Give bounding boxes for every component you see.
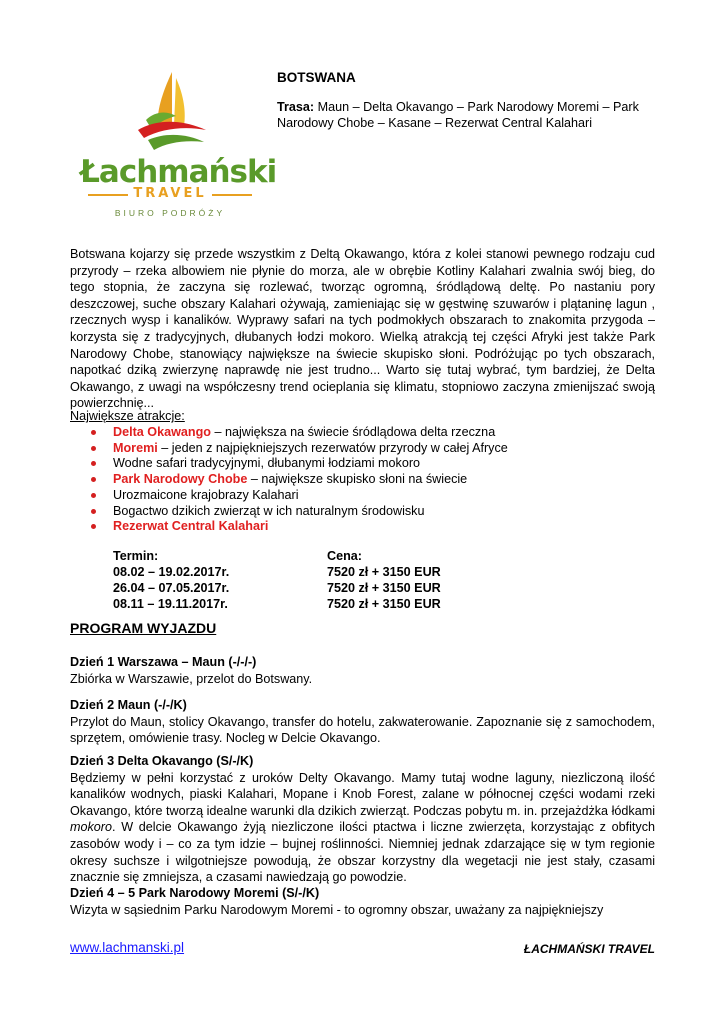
attraction-highlight: Rezerwat Central Kalahari <box>113 519 269 534</box>
attraction-text: Bogactwo dzikich zwierząt w ich naturalnym środowisku <box>113 503 425 518</box>
intro-paragraph: Botswana kojarzy się przede wszystkim z Deltą Okawango, która z kolei stanowi pewnego rodzaju cud przyrody – rzeka albowiem nie płynie do morza, ale w obrębie Kotliny Kalahari zwalnia swój bieg, do tego stopnia, że zaczyna się rozlewać, tworząc ogromną, śródlądową deltę. Po nastaniu pory deszczowej, suche obszary Kalahari ożywają, zamieniając się w gęstwinę szuwarów i plątaninę lagun , rzecznych wysp i kanalików. Wyprawy safari na tych podmokłych obszarach to znakomita przygoda – korzysta się z tradycyjnych, dłubanych łodzi mokoro. Wielką atrakcją tej części Afryki jest także Park Narodowy Chobe, stanowiący największe na świecie skupisko słoni. Podróżując po tych obszarach, napotkać dziką zwierzynę naprawdę nie jest trudno... Warto się tutaj wybrać, tym bardziej, że Delta Okawango, z uwagi na współczesny trend ocieplania się klimatu, stopniowo zaczyna zmienijszać swoją powierzchnię... <box>70 247 655 411</box>
logo-divider-right <box>212 194 252 196</box>
list-item <box>70 488 508 504</box>
route-text: Maun – Delta Okavango – Park Narodowy Moremi – Park Narodowy Chobe – Kasane – Rezerwat Central Kalahari <box>277 100 639 130</box>
route-description <box>277 99 657 131</box>
day-text <box>70 770 655 886</box>
program-heading: PROGRAM WYJAZDU <box>70 620 217 636</box>
day-text: Wizyta w sąsiednim Parku Narodowym Moremi - to ogromny obszar, uważany za najpiękniejszy <box>70 902 604 917</box>
attraction-highlight: Moremi <box>113 440 158 455</box>
website-link[interactable]: www.lachmanski.pl <box>70 940 185 955</box>
program-day-3 <box>70 753 655 886</box>
list-item <box>70 472 508 488</box>
dates-column <box>113 548 229 612</box>
day-title: Dzień 1 Warszawa – Maun (-/-/-) <box>70 655 257 669</box>
day-text-italic: mokoro <box>70 820 112 835</box>
logo-subtitle: TRAVEL <box>133 186 207 201</box>
attraction-text: Wodne safari tradycyjnymi, dłubanymi łodziami mokoro <box>113 456 421 471</box>
company-logo <box>80 68 277 228</box>
cena-value: 7520 zł + 3150 EUR <box>327 581 441 595</box>
attraction-highlight: Delta Okawango <box>113 425 211 439</box>
day-text-part: Będziemy w pełni korzystać z uroków Delty Okavango. Mamy tutaj wodne laguny, niezliczoną ilość kanalików wodnych, piaski Kalahari, Mopane i Knob Forest, zalane w północnej części wodami rzeki Okavango, które tworzą idealne warunki dla dzikich zwierząt. Podczas pobytu m. in. przejażdżka łódkami <box>70 770 655 818</box>
list-item <box>70 441 508 457</box>
day-text-part: . W delcie Okawango żyją niezliczone ilości ptactwa i liczne zwierzęta, korzystając z obfitych zasobów wody i – co za tym idzie – bujnej roślinności. Niemniej jednak zdarzające się w tym regionie okresy suchsze i wilgotniejsze powodują, że obszar korzystny dla wegetacji nie jest stały, czasami znacznie się zmniejsza, a czasami nawiedzają go powodzie. <box>70 820 655 885</box>
day-title: Dzień 2 Maun (-/-/K) <box>70 698 187 712</box>
program-day-1 <box>70 654 655 687</box>
footer-brand: ŁACHMAŃSKI TRAVEL <box>523 942 655 956</box>
prices-column <box>327 548 441 612</box>
day-title: Dzień 3 Delta Okavango (S/-/K) <box>70 754 254 768</box>
attraction-highlight: Park Narodowy Chobe <box>113 472 248 487</box>
list-item <box>70 519 508 535</box>
day-title: Dzień 4 – 5 Park Narodowy Moremi (S/-/K) <box>70 886 320 900</box>
day-text: Przylot do Maun, stolicy Okavango, transfer do hotelu, zakwaterowanie. Zapoznanie się z samochodem, sprzętem, omówienie trasy. Nocleg w Delcie Okavango. <box>70 714 655 746</box>
attraction-text: – największe skupisko słoni na świecie <box>247 472 468 487</box>
day-text: Zbiórka w Warszawie, przelot do Botswany. <box>70 671 313 686</box>
list-item <box>70 504 508 520</box>
termin-value: 08.02 – 19.02.2017r. <box>113 565 230 579</box>
list-item <box>70 456 508 472</box>
page-title: BOTSWANA <box>277 70 356 85</box>
list-item <box>70 425 508 441</box>
route-label: Trasa: <box>277 100 315 114</box>
logo-tagline: BIURO PODRÓŻY <box>114 208 226 218</box>
attractions-heading: Największe atrakcje: <box>70 409 185 423</box>
sail-logo-icon <box>132 68 212 158</box>
cena-value: 7520 zł + 3150 EUR <box>327 597 441 611</box>
cena-label: Cena: <box>327 549 362 563</box>
termin-value: 26.04 – 07.05.2017r. <box>113 581 230 595</box>
attraction-text: – największa na świecie śródlądowa delta rzeczna <box>210 425 496 439</box>
program-day-2 <box>70 697 655 747</box>
attractions-list <box>70 425 508 535</box>
logo-wordmark: Łachmański <box>80 154 277 190</box>
termin-value: 08.11 – 19.11.2017r. <box>113 597 228 611</box>
program-day-4-5 <box>70 885 655 918</box>
attraction-text: Urozmaicone krajobrazy Kalahari <box>113 487 299 502</box>
termin-label: Termin: <box>113 549 159 563</box>
attraction-text: – jeden z najpiękniejszych rezerwatów przyrody w całej Afryce <box>157 440 508 455</box>
cena-value: 7520 zł + 3150 EUR <box>327 565 441 579</box>
